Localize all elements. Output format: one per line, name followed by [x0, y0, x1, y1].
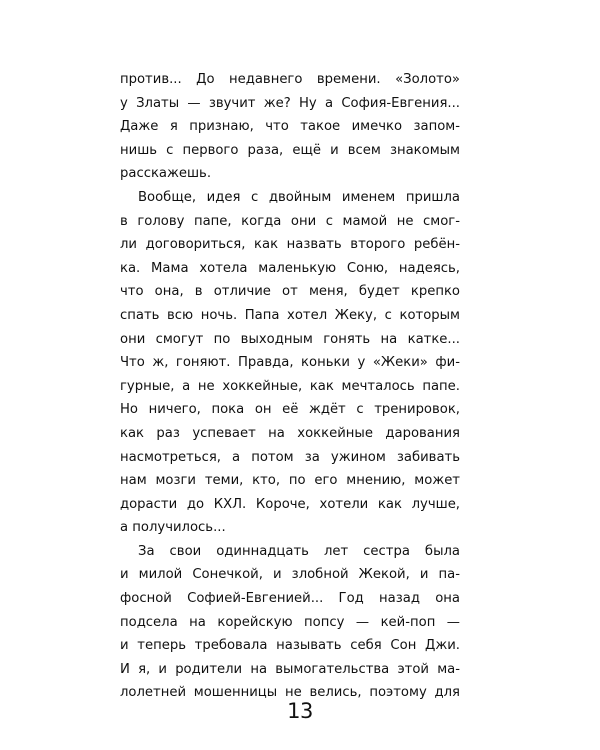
text-line: нишь с первого раза, ещё и всем знакомым [120, 142, 460, 158]
text-line: они смогут по выходным гонять на катке... [120, 331, 460, 347]
book-page-text [120, 68, 460, 705]
text-line: Даже я признаю, что такое имечко запом- [120, 119, 460, 135]
text-line: и милой Сонечкой, и злобной Жекой, и па- [120, 567, 460, 583]
text-line: лолетней мошенницы не велись, поэтому для [120, 685, 460, 701]
text-line: ли договориться, как назвать второго ребён- [120, 237, 460, 253]
text-line: За свои одиннадцать лет сестра была [138, 543, 460, 559]
page-number: 13 [287, 699, 313, 723]
text-line: у Златы — звучит же? Ну а София-Евгения... [120, 95, 460, 111]
text-line: гурные, а не хоккейные, как мечталось папе. [120, 378, 460, 394]
text-line: Вообще, идея с двойным именем пришла [138, 189, 460, 205]
text-line: нам мозги теми, кто, по его мнению, может [120, 473, 460, 489]
text-line: что она, в отличие от меня, будет крепко [120, 284, 460, 300]
text-line: расскажешь. [120, 166, 212, 182]
text-line: И я, и родители на вымогательства этой ма- [120, 661, 460, 677]
text-line: дорасти до КХЛ. Короче, хотели как лучше, [120, 496, 460, 512]
text-line: насмотреться, а потом за ужином забивать [120, 449, 460, 465]
text-line: фосной Софией-Евгенией... Год назад она [120, 591, 460, 607]
text-line: и теперь требовала называть себя Сон Джи. [120, 638, 460, 654]
text-line: Что ж, гоняют. Правда, коньки у «Жеки» фи- [120, 355, 460, 371]
text-line: против... До недавнего времени. «Золото» [120, 72, 460, 87]
text-line: Но ничего, пока он её ждёт с тренировок, [120, 402, 460, 418]
text-line: ка. Мама хотела маленькую Соню, надеясь, [120, 260, 460, 276]
text-line: в голову папе, когда они с мамой не смог- [120, 213, 460, 229]
text-line: подсела на корейскую попсу — кей-поп — [120, 614, 460, 630]
text-line: а получилось... [120, 520, 226, 536]
text-line: спать всю ночь. Папа хотел Жеку, с которым [120, 307, 460, 323]
text-line: как раз успевает на хоккейные дарования [120, 425, 460, 441]
